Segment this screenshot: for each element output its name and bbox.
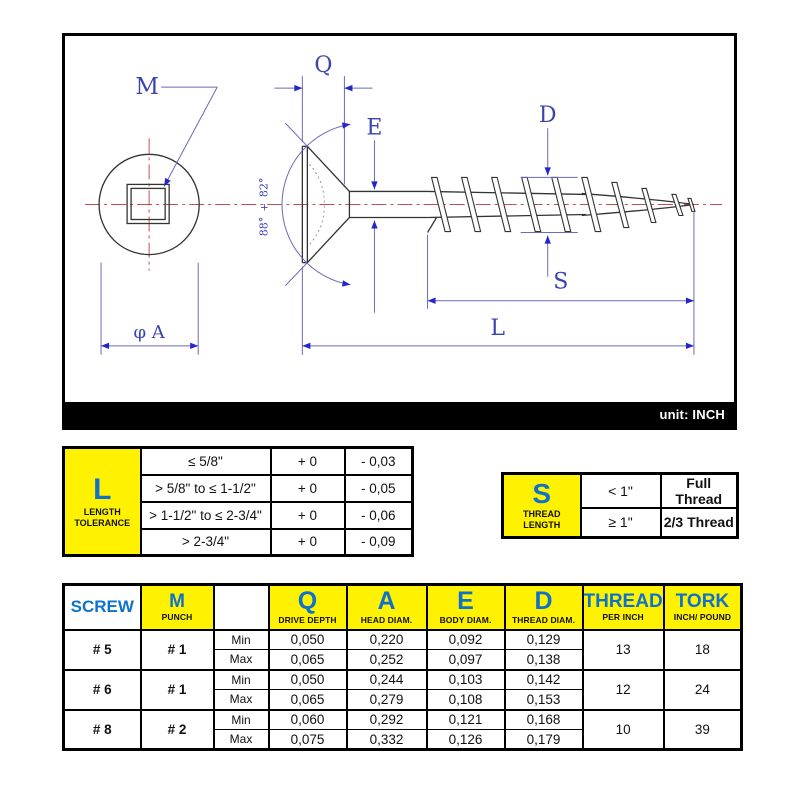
unit-bar xyxy=(65,402,734,427)
header-drive-depth: Q DRIVE DEPTH xyxy=(269,585,347,630)
value-cell: 0,179 xyxy=(505,730,583,750)
thread-per-inch-cell: 12 xyxy=(583,670,664,710)
min-label-cell: Min xyxy=(214,670,269,690)
tork-cell: 18 xyxy=(664,630,742,670)
header-screw: SCREW xyxy=(64,585,141,630)
drive-depth-label: Q xyxy=(314,53,333,79)
value-cell: 0,129 xyxy=(505,630,583,650)
thread-length-label: S xyxy=(553,269,569,295)
length-key-letter: L xyxy=(93,473,112,506)
punch-size-cell: # 1 xyxy=(141,630,214,670)
screw-size-cell: # 6 xyxy=(64,670,141,710)
value-cell: 0,097 xyxy=(427,650,505,670)
value-cell: 0,138 xyxy=(505,650,583,670)
length-range-cell: > 1-1/2" to ≤ 2-3/4" xyxy=(141,502,271,529)
screw-dimension-drawing xyxy=(65,36,734,402)
value-cell: 0,050 xyxy=(269,630,347,650)
body-diameter-dimension xyxy=(366,115,382,312)
length-range-cell: > 2-3/4" xyxy=(141,529,271,556)
header-thread-per-inch: THREAD PER INCH xyxy=(583,585,664,630)
table-row xyxy=(64,670,742,690)
length-tolerance-key-cell xyxy=(64,448,141,556)
drive-depth-dimension xyxy=(274,53,372,184)
punch-callout xyxy=(135,74,217,186)
header-row xyxy=(64,585,742,630)
angle-plus-mark: + xyxy=(259,203,271,212)
overall-length-dimension xyxy=(302,267,694,355)
length-range-cell: > 5/8" to ≤ 1-1/2" xyxy=(141,475,271,502)
plus-tolerance-cell: + 0 xyxy=(271,529,345,556)
thread-per-inch-cell: 13 xyxy=(583,630,664,670)
max-label-cell: Max xyxy=(214,690,269,710)
value-cell: 0,279 xyxy=(347,690,427,710)
value-cell: 0,108 xyxy=(427,690,505,710)
header-thread-diam: D THREAD DIAM. xyxy=(505,585,583,630)
table-row xyxy=(64,448,413,475)
header-tork: TORK INCH/ POUND xyxy=(664,585,742,630)
tork-cell: 24 xyxy=(664,670,742,710)
minus-tolerance-cell: - 0,05 xyxy=(345,475,413,502)
table-row xyxy=(64,710,742,730)
table-row xyxy=(503,474,738,509)
value-cell: 0,332 xyxy=(347,730,427,750)
value-cell: 0,065 xyxy=(269,690,347,710)
plus-tolerance-cell: + 0 xyxy=(271,502,345,529)
value-cell: 0,065 xyxy=(269,650,347,670)
value-cell: 0,153 xyxy=(505,690,583,710)
value-cell: 0,252 xyxy=(347,650,427,670)
punch-size-cell: # 2 xyxy=(141,710,214,750)
centerlines xyxy=(85,138,722,270)
header-body-diam: E BODY DIAM. xyxy=(427,585,505,630)
screw-size-cell: # 8 xyxy=(64,710,141,750)
value-cell: 0,126 xyxy=(427,730,505,750)
thread-condition-cell: < 1" xyxy=(581,474,661,509)
head-diameter-label: φ A xyxy=(133,321,165,343)
screw-spec-table xyxy=(62,583,743,751)
length-tolerance-table xyxy=(62,446,414,557)
angle-lower-label: 88° xyxy=(257,216,271,237)
thread-key-letter: S xyxy=(532,477,552,509)
thread-condition-cell: ≥ 1" xyxy=(581,508,661,537)
table-row xyxy=(64,630,742,650)
technical-drawing-panel xyxy=(62,33,737,430)
punch-label: M xyxy=(135,74,159,101)
value-cell: 0,292 xyxy=(347,710,427,730)
head-diameter-dimension xyxy=(101,263,198,355)
min-label-cell: Min xyxy=(214,710,269,730)
header-minmax-spacer xyxy=(214,585,269,630)
header-punch: M PUNCH xyxy=(141,585,214,630)
thread-diameter-label: D xyxy=(538,103,557,129)
value-cell: 0,142 xyxy=(505,670,583,690)
thread-key-label: THREAD LENGTH xyxy=(523,509,561,531)
max-label-cell: Max xyxy=(214,730,269,750)
value-cell: 0,121 xyxy=(427,710,505,730)
minus-tolerance-cell: - 0,06 xyxy=(345,502,413,529)
thread-value-cell: 2/3 Thread xyxy=(661,508,738,537)
value-cell: 0,092 xyxy=(427,630,505,650)
thread-value-cell: Full Thread xyxy=(661,474,738,509)
minus-tolerance-cell: - 0,09 xyxy=(345,529,413,556)
screw-size-cell: # 5 xyxy=(64,630,141,670)
header-head-diam: A HEAD DIAM. xyxy=(347,585,427,630)
angle-upper-label: 82° xyxy=(257,177,271,198)
thread-length-table xyxy=(501,472,739,539)
tork-cell: 39 xyxy=(664,710,742,750)
value-cell: 0,075 xyxy=(269,730,347,750)
length-range-cell: ≤ 5/8" xyxy=(141,448,271,475)
value-cell: 0,060 xyxy=(269,710,347,730)
thread-length-key-cell xyxy=(503,474,581,538)
thread-per-inch-cell: 10 xyxy=(583,710,664,750)
punch-size-cell: # 1 xyxy=(141,670,214,710)
value-cell: 0,103 xyxy=(427,670,505,690)
plus-tolerance-cell: + 0 xyxy=(271,475,345,502)
value-cell: 0,168 xyxy=(505,710,583,730)
unit-label: unit: INCH xyxy=(659,407,725,422)
value-cell: 0,244 xyxy=(347,670,427,690)
max-label-cell: Max xyxy=(214,650,269,670)
value-cell: 0,050 xyxy=(269,670,347,690)
minus-tolerance-cell: - 0,03 xyxy=(345,448,413,475)
min-label-cell: Min xyxy=(214,630,269,650)
body-diameter-label: E xyxy=(366,115,383,141)
plus-tolerance-cell: + 0 xyxy=(271,448,345,475)
overall-length-label: L xyxy=(490,315,505,341)
value-cell: 0,220 xyxy=(347,630,427,650)
length-key-label: LENGTH TOLERANCE xyxy=(74,506,131,528)
